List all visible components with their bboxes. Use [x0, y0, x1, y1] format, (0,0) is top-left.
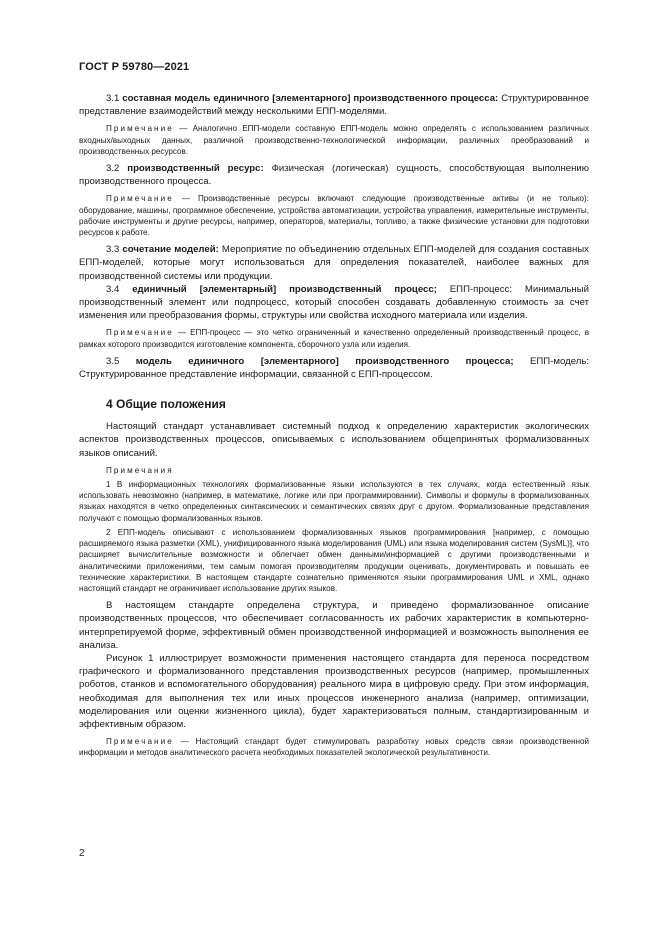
definition-term: сочетание моделей: [122, 244, 219, 256]
section-heading: 4 Общие положения [106, 397, 226, 412]
section-paragraph-2: В настоящем стандарте определена структура, и приведено формализованное описание производственных процессов, что обеспечивает согласованность их рабочих характеристик в компьютерно-интерпретируемой форме, эффективный обмен производственной информацией и возможность выполнения ее анализа. [79, 600, 589, 651]
definition-text: ЕПП-процесс: Минимальный производственный элемент или подпроцесс, который способен создавать добавленную стоимость за счет изменения или преобразования формы, структуры или свойства исходного материала или изделия. [79, 283, 589, 322]
note-label: Примечание [106, 194, 174, 204]
section-paragraph-1: Настоящий стандарт устанавливает системный подход к определению характеристик экологических аспектов производственных процессов, описываемых с использованием общепринятых формализованных языков описаний. [79, 421, 589, 459]
definition-3-4 [79, 283, 589, 323]
definition-text: ЕПП-модель: Структурированное представление информации, связанной с ЕПП-процессом. [79, 355, 589, 381]
definition-number: 3.2 [106, 163, 120, 175]
note-2: 2 ЕПП-модель описывают с использованием формализованных языков программирования [например, с помощью расширяемого языка разметки (XML), унифицированного языка моделирования (UML) или языка моделирования систем (SysML)], что расширяет вычислительные возможности и облегчает обмен данными/информацией с другими производственными и аналитическими приложениями, тем самым помогая производителям продукции оценивать, документировать и повышать ее технические характеристики. В настоящем стандарте сознательно применяются языки программирования UML и XML, однако настоящий стандарт не ограничивает использование других языков. [79, 527, 589, 593]
page-content [79, 92, 589, 759]
note-text: — Аналогично ЕПП-модели составную ЕПП-модель можно определять с использованием различных входных/выходных данных, различной производственно-технологической информации, различных преобразований и производственных ресурсов. [79, 124, 590, 156]
note-text: — Настоящий стандарт будет стимулировать разработку новых средств связи производственной информации и методов аналитического расчета необходимых показателей экологической результативности. [79, 737, 590, 758]
notes-label: Примечания [106, 465, 174, 475]
note-label: Примечание [106, 328, 174, 338]
definition-3-1 [79, 92, 589, 118]
note-text: — ЕПП-процесс — это четко ограниченный и качественно определенный производственный процесс, в рамках которого производится изготовление компонента, сборочного узла или изделия. [79, 328, 589, 349]
note-3-4 [79, 327, 589, 349]
note-label: Примечание [106, 124, 174, 134]
definition-text: Физическая (логическая) сущность, способствующая выполнению производственного процесса. [79, 163, 589, 188]
definition-3-2 [79, 162, 589, 188]
page-number: 2 [79, 848, 85, 859]
definition-number: 3.1 [106, 93, 120, 104]
definition-3-3 [79, 243, 589, 283]
note-3-2 [79, 193, 589, 238]
definition-number: 3.5 [106, 355, 120, 367]
definition-number: 3.3 [106, 244, 120, 256]
standard-header: ГОСТ Р 59780—2021 [79, 61, 190, 73]
section-paragraph-3: Рисунок 1 иллюстрирует возможности применения настоящего стандарта для переноса посредством графического и формализованного представления производственных ресурсов (например, промышленных роботов, станков и вспомогательного оборудования) реального мира в цифровую среду. При этом информация, необходимая для выполнения тех или иных процессов инженерного анализа (например, оптимизации, моделирования или оценки жизненного цикла), будет характеризоваться полным, стандартизированным и эффективным образом. [79, 652, 589, 730]
note-1: 1 В информационных технологиях формализованные языки используются в тех случаях, когда естественный язык использовать невозможно (например, в математике, логике или при программировании). Символы и формулы в формализованных языках находятся в четко определенных синтаксических и семантических связях друг с другом. Формализованные представления получают с помощью формализованных языков. [79, 480, 589, 523]
definition-number: 3.4 [106, 283, 120, 295]
note-text: — Производственные ресурсы включают следующие производственные активы (и не только): оборудование, машины, программное обеспечение, устройства автоматизации, устройства управления, измерительные инструменты, рабочие инструменты и другие ресурсы, например, операторов, материалы, топливо, а также физические установки для подготовки ресурсов к работе. [79, 194, 589, 238]
definition-term: составная модель единичного [элементарного] производственного процесса: [122, 93, 499, 104]
note-3-1 [79, 123, 589, 157]
definition-text: Мероприятие по объединению отдельных ЕПП-моделей для создания составных ЕПП-моделей, которые могут использоваться для определения показателей, наиболее важных для производственной системы или продукции. [79, 244, 589, 282]
final-note [79, 736, 589, 758]
note-label: Примечание [106, 737, 174, 747]
definition-term: производственный ресурс: [127, 163, 264, 175]
definition-3-5 [79, 355, 589, 381]
definition-text: Структурированное представление взаимодействий между несколькими ЕПП-моделями. [79, 93, 589, 118]
definition-term: единичный [элементарный] производственный процесс; [132, 283, 437, 295]
definition-term: модель единичного [элементарного] производственного процесса; [135, 355, 514, 367]
